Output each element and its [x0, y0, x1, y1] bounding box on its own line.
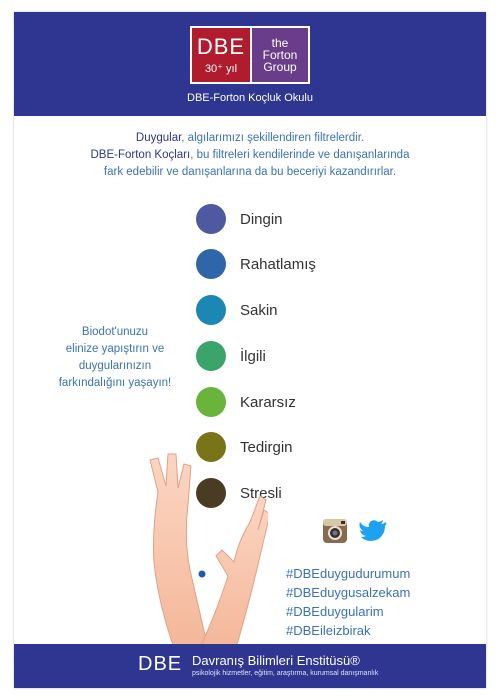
footer-tagline: psikolojik hizmetler, eğitim, araştırma, kurumsal danışmanlık [192, 670, 379, 677]
biodot-message-line: duygularınızın [78, 360, 152, 372]
forton-logo-line: Forton [262, 48, 298, 62]
mood-dot [196, 387, 226, 417]
intro-text [54, 130, 446, 181]
mood-dot [196, 249, 226, 279]
left-hand [150, 454, 208, 648]
mood-item [196, 202, 283, 236]
logo-years-text: 30⁺ yıl [204, 62, 238, 75]
hands-illustration [138, 452, 268, 652]
header-band [14, 12, 486, 116]
footer-dbe-logo: DBE [138, 653, 183, 675]
forton-logo-line: Group [263, 60, 297, 74]
mood-label: Stresli [240, 484, 282, 502]
footer-band [14, 644, 486, 688]
hashtag[interactable]: #DBEduygularim [286, 604, 384, 619]
hashtag[interactable]: #DBEileizbirak [286, 623, 371, 638]
mood-label: Rahatlamış [240, 255, 316, 273]
forton-logo-line: the [271, 36, 289, 50]
mood-dot [196, 295, 226, 325]
dbe-logo-block [192, 28, 250, 82]
intro-rest-2: , bu filtreleri kendilerinde ve danışanlarında [190, 149, 410, 161]
mood-label: Tedirgin [240, 438, 293, 456]
mood-label: Dingin [240, 210, 283, 228]
biodot-message-line: Biodot'unuzu [81, 326, 149, 338]
intro-highlight-1: Duygular [135, 132, 182, 144]
twitter-icon[interactable] [358, 518, 388, 544]
instagram-icon[interactable] [322, 518, 348, 544]
hashtag-list [286, 564, 410, 640]
intro-line-1 [54, 130, 446, 147]
forton-logo-block [250, 28, 308, 82]
intro-line-3: fark edebilir ve danışanlarına da bu beceriyi kazandırırlar. [103, 166, 397, 178]
intro-line-2 [54, 147, 446, 164]
mood-item [196, 247, 316, 281]
mood-item [196, 293, 278, 327]
dbe-forton-logo [190, 26, 310, 84]
right-hand [200, 496, 268, 648]
mood-dot [196, 341, 226, 371]
mood-dot [196, 204, 226, 234]
hashtag[interactable]: #DBEduygudurumum [286, 566, 411, 581]
biodot-message-line: elinize yapıştırın ve [65, 343, 165, 355]
mood-item [196, 385, 296, 419]
school-name: DBE-Forton Koçluk Okulu [187, 92, 313, 104]
biodot-message-line: farkındalığını yaşayın! [58, 377, 172, 389]
hashtag[interactable]: #DBEduygusalzekam [286, 585, 411, 600]
biodot-sticker [199, 571, 206, 578]
mood-label: Sakin [240, 301, 278, 319]
social-icons [322, 518, 388, 544]
mood-label: İlgili [240, 347, 266, 365]
mood-label: Kararsız [240, 393, 296, 411]
biodot-message [50, 324, 180, 392]
footer-institute-name: Davranış Bilimleri Enstitüsü® [192, 653, 360, 668]
intro-highlight-2: DBE-Forton Koçları [90, 149, 191, 161]
mood-item [196, 339, 266, 373]
intro-rest-1: , algılarımızı şekillendiren filtrelerdir. [181, 132, 365, 144]
logo-dbe-text: DBE [196, 33, 246, 59]
poster [14, 12, 486, 688]
